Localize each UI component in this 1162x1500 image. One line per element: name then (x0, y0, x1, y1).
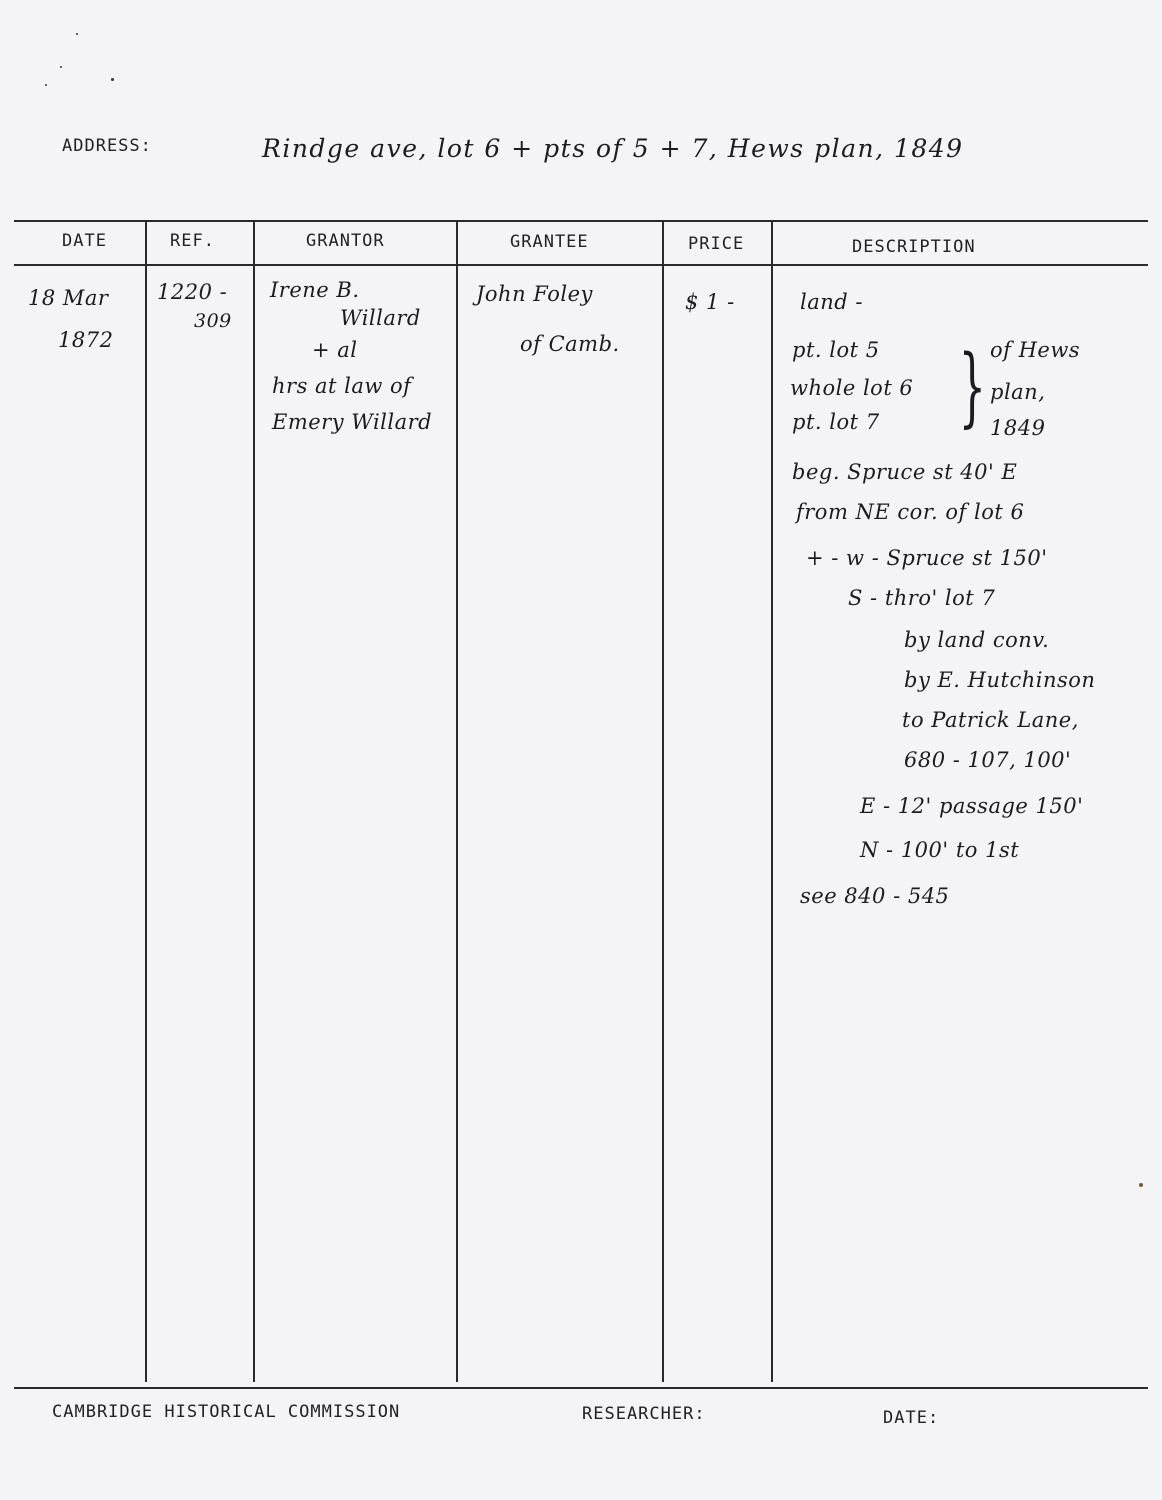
entry-grantee: of Camb. (520, 332, 620, 356)
column-header-ref: REF. (170, 231, 215, 251)
description-bound: see 840 - 545 (800, 884, 950, 908)
column-divider (662, 220, 664, 1382)
table-header-rule (14, 264, 1148, 266)
description-bound: by land conv. (904, 628, 1050, 652)
description-bound: by E. Hutchinson (904, 668, 1096, 692)
entry-ref: 1220 - (157, 280, 228, 304)
table-bottom-rule (14, 1387, 1148, 1389)
description-bound: from NE cor. of lot 6 (796, 500, 1025, 524)
date-label: DATE: (883, 1408, 940, 1428)
column-divider (456, 220, 458, 1382)
researcher-label: RESEARCHER: (582, 1404, 706, 1424)
description-bound: S - thro' lot 7 (848, 586, 996, 610)
description-plan: 1849 (990, 416, 1046, 440)
column-divider (253, 220, 255, 1382)
description-bound: to Patrick Lane, (902, 708, 1079, 732)
description-lot: pt. lot 7 (792, 410, 880, 434)
entry-price: $ 1 - (685, 290, 735, 314)
entry-grantor: Irene B. (270, 278, 360, 302)
description-bound: 680 - 107, 100' (904, 748, 1072, 772)
ink-speck (76, 33, 78, 35)
column-header-grantee: GRANTEE (510, 232, 589, 252)
description-lot: whole lot 6 (790, 376, 914, 400)
address-label: ADDRESS: (62, 136, 152, 156)
column-divider (145, 220, 147, 1382)
entry-date: 1872 (58, 328, 114, 352)
entry-date: 18 Mar (28, 286, 109, 310)
description-lot: pt. lot 5 (792, 338, 880, 362)
description-plan: of Hews (990, 338, 1081, 362)
address-value: Rindge ave, lot 6 + pts of 5 + 7, Hews plan, 1849 (262, 134, 964, 163)
ink-speck (1139, 1183, 1143, 1187)
entry-grantee: John Foley (476, 282, 593, 306)
description-bound: + - w - Spruce st 150' (806, 546, 1048, 570)
ink-speck (45, 84, 47, 86)
column-header-date: DATE (62, 231, 107, 251)
entry-ref: 309 (194, 310, 232, 332)
description-bound: beg. Spruce st 40' E (792, 460, 1018, 484)
column-header-price: PRICE (688, 234, 745, 254)
column-header-grantor: GRANTOR (306, 231, 385, 251)
ink-speck (111, 78, 114, 81)
commission-name: CAMBRIDGE HISTORICAL COMMISSION (52, 1402, 401, 1422)
description-heading: land - (800, 290, 863, 314)
description-plan: plan, (990, 380, 1046, 404)
entry-grantor: Willard (340, 306, 421, 330)
ink-speck (60, 66, 62, 68)
description-bound: E - 12' passage 150' (860, 794, 1084, 818)
entry-grantor: + al (312, 338, 358, 362)
lots-brace: } (958, 337, 987, 437)
column-divider (771, 220, 773, 1382)
column-header-description: DESCRIPTION (852, 237, 976, 257)
table-top-rule (14, 220, 1148, 222)
entry-grantor: Emery Willard (272, 410, 433, 434)
entry-grantor: hrs at law of (272, 374, 412, 398)
description-bound: N - 100' to 1st (860, 838, 1020, 862)
